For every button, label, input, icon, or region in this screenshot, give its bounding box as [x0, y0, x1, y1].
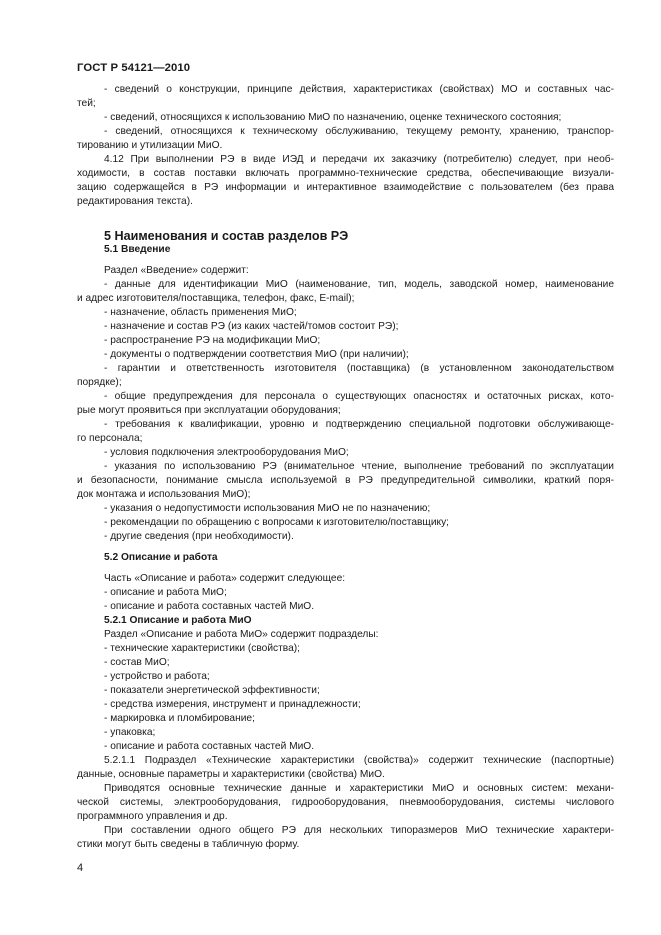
text-line: зацию содержащейся в РЭ информации и интерактивное взаимодействие с пользователем (без права [77, 182, 614, 193]
text-line: го персонала; [77, 433, 143, 444]
text-line: 5.2.1.1 Подраздел «Технические характеристики (свойства)» содержит технические (паспортные) [104, 755, 614, 766]
subsection-heading: 5.2.1 Описание и работа МиО [104, 615, 252, 626]
text-line: - технические характеристики (свойства); [104, 643, 300, 654]
text-line: тей; [77, 98, 96, 109]
document-header: ГОСТ Р 54121—2010 [77, 62, 191, 74]
text-line: порядке); [77, 377, 122, 388]
text-line: - условия подключения электрооборудования МиО; [104, 447, 349, 458]
section-5-title: 5 Наименования и состав разделов РЭ [104, 229, 349, 243]
text-line: и безопасности, понимание смысла используемой в РЭ предупредительной символики, краткий поря- [77, 475, 614, 486]
text-line: ходимости, в состав поставки включать программно-технические средства, обеспечивающие визуали- [77, 168, 614, 179]
text-line: - указания о недопустимости использования МиО не по назначению; [104, 503, 431, 514]
text-line: - описание и работа составных частей МиО. [104, 601, 315, 612]
text-line: рые могут проявиться при эксплуатации оборудования; [77, 405, 341, 416]
text-line: - упаковка; [104, 727, 156, 738]
text-line: - сведений, относящихся к техническому обслуживанию, текущему ремонту, хранению, транспор- [104, 126, 614, 137]
text-line: данные, основные параметры и характеристики (свойства) МиО. [77, 769, 385, 780]
text-line: Часть «Описание и работа» содержит следующее: [104, 573, 346, 584]
text-line: - документы о подтверждении соответствия МиО (при наличии); [104, 349, 409, 360]
text-line: редактирования текста). [77, 196, 193, 207]
text-line: - назначение и состав РЭ (из каких частей/томов состоит РЭ); [104, 321, 399, 332]
text-line: - описание и работа составных частей МиО. [104, 741, 315, 752]
subsection-heading: 5.2 Описание и работа [104, 552, 218, 563]
text-line: Приводятся основные технические данные и характеристики МиО и основных систем: механи- [104, 783, 614, 794]
text-line: При составлении одного общего РЭ для нескольких типоразмеров МиО технические характери- [104, 825, 614, 836]
text-line: док монтажа и использования МиО); [77, 489, 251, 500]
text-line: - указания по использованию РЭ (внимательное чтение, выполнение требований по эксплуатации [104, 461, 614, 472]
text-line: - другие сведения (при необходимости). [104, 531, 294, 542]
text-line: программного управления и др. [77, 811, 228, 822]
text-line: - показатели энергетической эффективности; [104, 685, 320, 696]
page-number: 4 [77, 862, 84, 874]
text-line: - рекомендации по обращению с вопросами к изготовителю/поставщику; [104, 517, 450, 528]
text-line: - маркировка и пломбирование; [104, 713, 255, 724]
text-line: - состав МиО; [104, 657, 170, 668]
text-line: - назначение, область применения МиО; [104, 307, 297, 318]
subsection-heading: 5.1 Введение [104, 244, 171, 255]
text-line: 4.12 При выполнении РЭ в виде ИЭД и передачи их заказчику (потребителю) следует, при необ- [104, 154, 614, 165]
text-line: - требования к квалификации, уровню и подтверждению специальной подготовки обслуживающе- [104, 419, 614, 430]
text-line: - устройство и работа; [104, 671, 210, 682]
text-line: - средства измерения, инструмент и принадлежности; [104, 699, 361, 710]
text-line: Раздел «Описание и работа МиО» содержит подразделы: [104, 629, 379, 640]
text-line: стики могут быть сведены в табличную форму. [77, 839, 300, 850]
text-line: - описание и работа МиО; [104, 587, 227, 598]
text-line: - общие предупреждения для персонала о существующих опасностях и остаточных рисках, кото- [104, 391, 614, 402]
text-line: - данные для идентификации МиО (наименование, тип, модель, заводской номер, наименование [104, 279, 614, 290]
text-line: - распространение РЭ на модификации МиО; [104, 335, 321, 346]
text-line: - сведений о конструкции, принципе действия, характеристиках (свойствах) МО и составных час- [104, 84, 614, 95]
text-line: - гарантии и ответственность изготовителя (поставщика) (в установленном законодательством [104, 363, 614, 374]
text-line: Раздел «Введение» содержит: [104, 265, 249, 276]
text-line: и адрес изготовителя/поставщика, телефон, факс, E-mail); [77, 293, 355, 304]
text-line: ческой системы, электрооборудования, гидрооборудования, пневмооборудования, системы числового [77, 797, 614, 808]
text-line: - сведений, относящихся к использованию МиО по назначению, оценке технического состояния; [104, 112, 562, 123]
text-line: тированию и утилизации МиО. [77, 140, 223, 151]
